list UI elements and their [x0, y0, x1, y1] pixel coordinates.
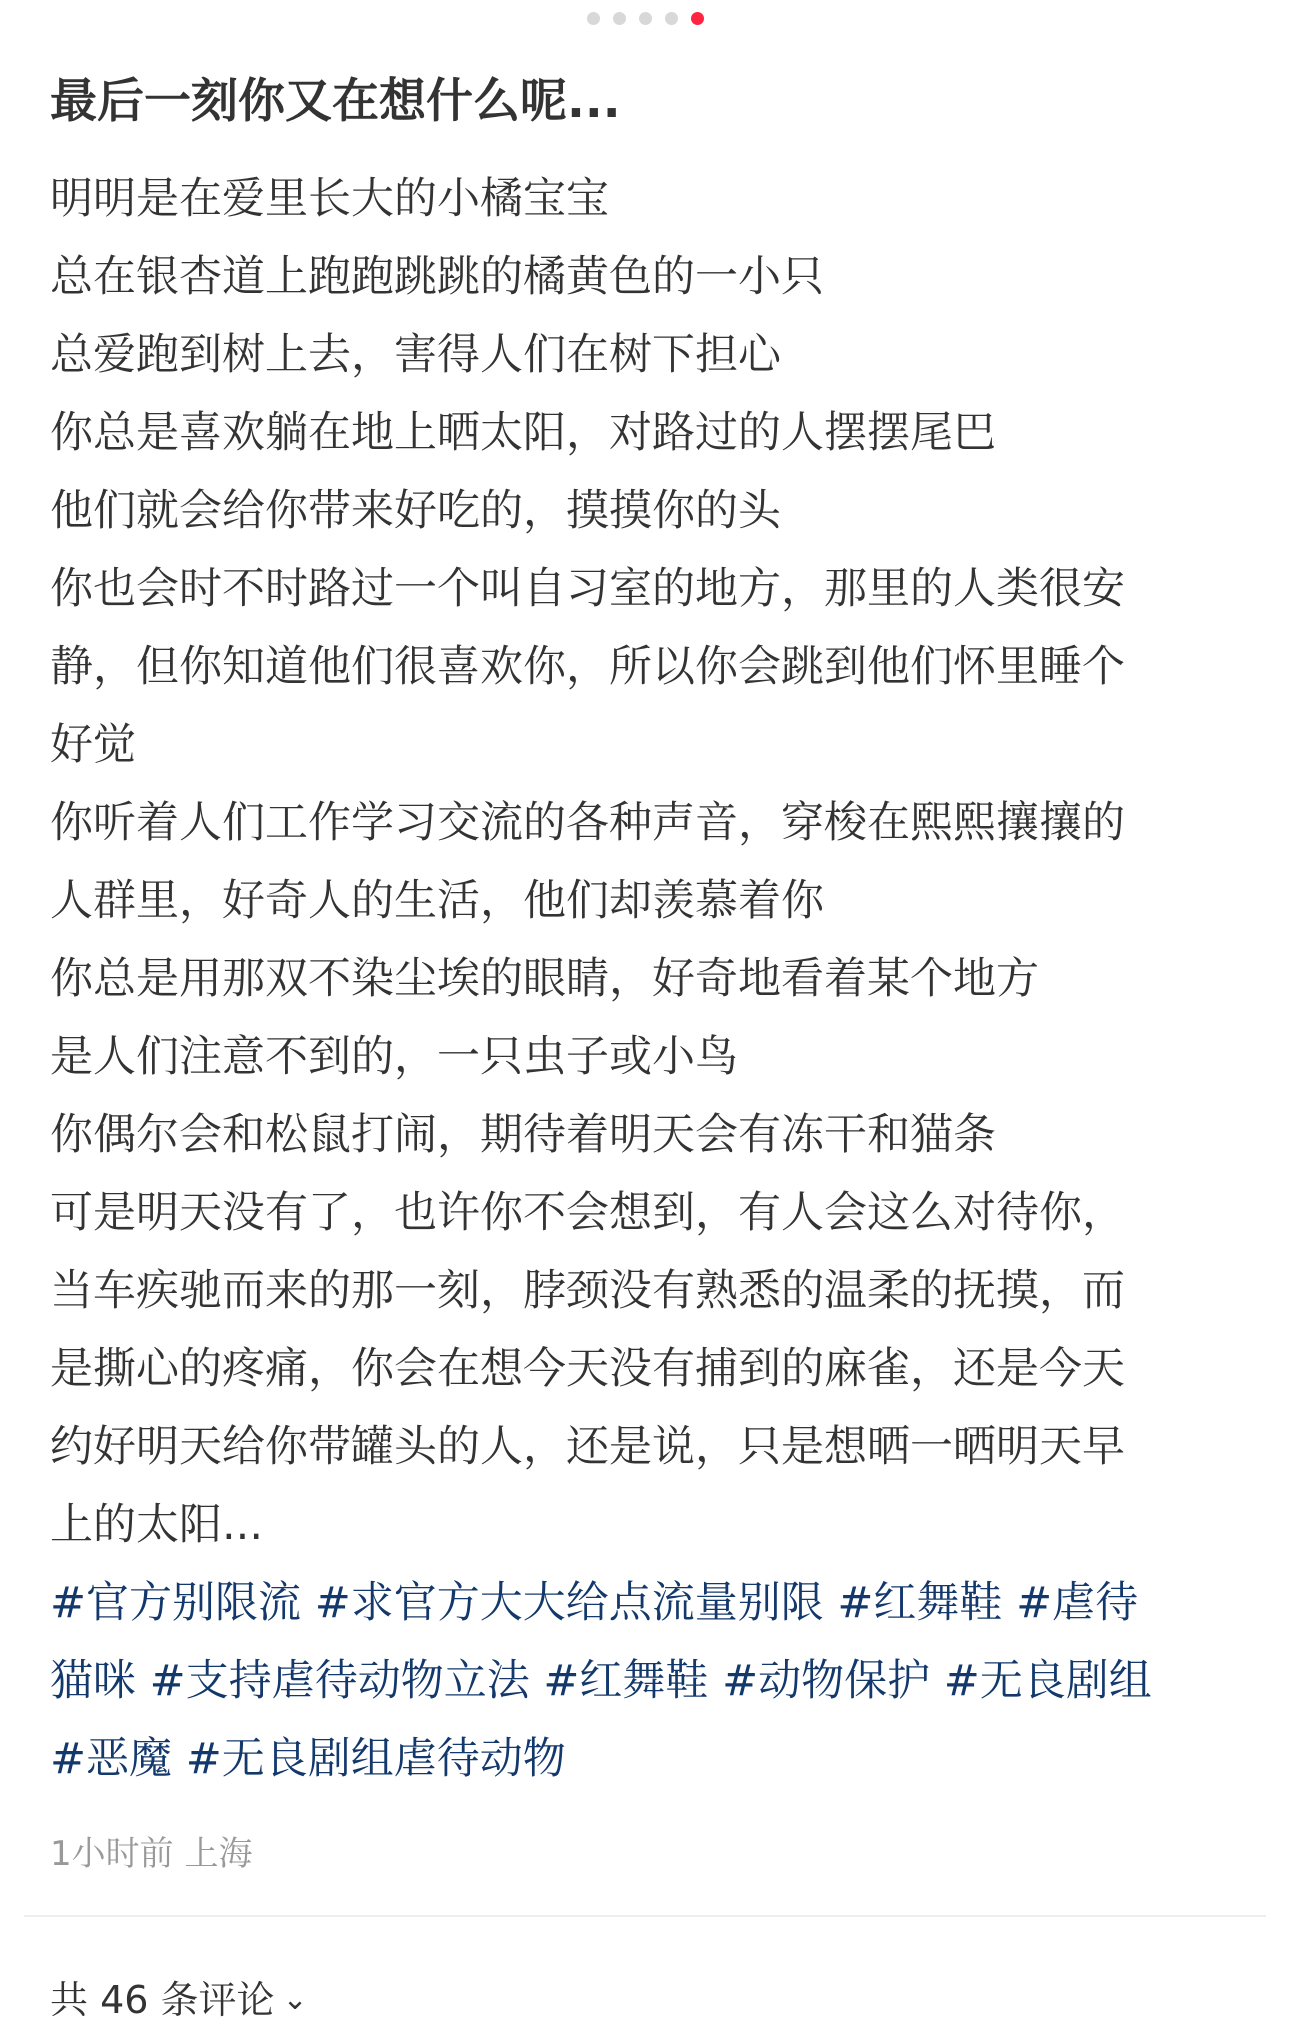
hashtag-link[interactable]: #恶魔 [50, 1734, 173, 1784]
post-line: 静，但你知道他们很喜欢你，所以你会跳到他们怀里睡个 [50, 642, 1125, 692]
post-line: 人群里，好奇人的生活，他们却羡慕着你 [50, 876, 824, 926]
post-line: 你也会时不时路过一个叫自习室的地方，那里的人类很安 [50, 564, 1125, 614]
hashtag-list [50, 1564, 1250, 1798]
post-line: 他们就会给你带来好吃的，摸摸你的头 [50, 486, 781, 536]
carousel-indicator [0, 12, 1290, 25]
comments-header[interactable] [50, 1975, 308, 2025]
post-line: 是撕心的疼痛，你会在想今天没有捕到的麻雀，还是今天 [50, 1344, 1125, 1394]
hashtag-link[interactable]: #无良剧组虐待动物 [185, 1734, 566, 1784]
hashtag-link[interactable]: #红舞鞋 [837, 1578, 1003, 1628]
carousel-dot[interactable] [587, 12, 600, 25]
post-line: 你总是用那双不染尘埃的眼睛，好奇地看着某个地方 [50, 954, 1039, 1004]
post-line: 你总是喜欢躺在地上晒太阳，对路过的人摆摆尾巴 [50, 408, 996, 458]
post-line: 你听着人们工作学习交流的各种声音，穿梭在熙熙攘攘的 [50, 798, 1125, 848]
post-line: 是人们注意不到的，一只虫子或小鸟 [50, 1032, 738, 1082]
hashtag-link[interactable]: 猫咪 [50, 1656, 136, 1706]
hashtag-link[interactable]: #动物保护 [722, 1656, 931, 1706]
carousel-dot[interactable] [639, 12, 652, 25]
chevron-down-icon: ⌄ [282, 1982, 308, 2017]
post-line: 明明是在爱里长大的小橘宝宝 [50, 174, 609, 224]
comments-count: 共 46 条评论 [50, 1978, 275, 2022]
post-body [50, 160, 1250, 1798]
hashtag-line [50, 1564, 1250, 1642]
hashtag-link[interactable]: #无良剧组 [943, 1656, 1152, 1706]
divider [24, 1915, 1266, 1917]
post-line: 可是明天没有了，也许你不会想到，有人会这么对待你， [50, 1188, 1125, 1238]
carousel-dot-active[interactable] [691, 12, 704, 25]
post-meta [50, 1830, 252, 1878]
post-line: 你偶尔会和松鼠打闹，期待着明天会有冻干和猫条 [50, 1110, 996, 1160]
carousel-dot[interactable] [613, 12, 626, 25]
post-line: 总在银杏道上跑跑跳跳的橘黄色的一小只 [50, 252, 824, 302]
post-title: 最后一刻你又在想什么呢... [50, 74, 621, 129]
hashtag-link[interactable]: #官方别限流 [50, 1578, 302, 1628]
post-line: 总爱跑到树上去，害得人们在树下担心 [50, 330, 781, 380]
hashtag-link[interactable]: #支持虐待动物立法 [149, 1656, 530, 1706]
hashtag-link[interactable]: #虐待 [1016, 1578, 1139, 1628]
carousel-dot[interactable] [665, 12, 678, 25]
post-location: 上海 [184, 1834, 253, 1874]
post-line: 当车疾驰而来的那一刻，脖颈没有熟悉的温柔的抚摸，而 [50, 1266, 1125, 1316]
hashtag-line [50, 1642, 1250, 1720]
post-line: 上的太阳... [50, 1500, 264, 1550]
post-line: 好觉 [50, 720, 136, 770]
post-line: 约好明天给你带罐头的人，还是说，只是想晒一晒明天早 [50, 1422, 1125, 1472]
hashtag-link[interactable]: #求官方大大给点流量别限 [314, 1578, 824, 1628]
hashtag-line [50, 1720, 1250, 1798]
hashtag-link[interactable]: #红舞鞋 [543, 1656, 709, 1706]
post-time: 1小时前 [50, 1834, 174, 1874]
